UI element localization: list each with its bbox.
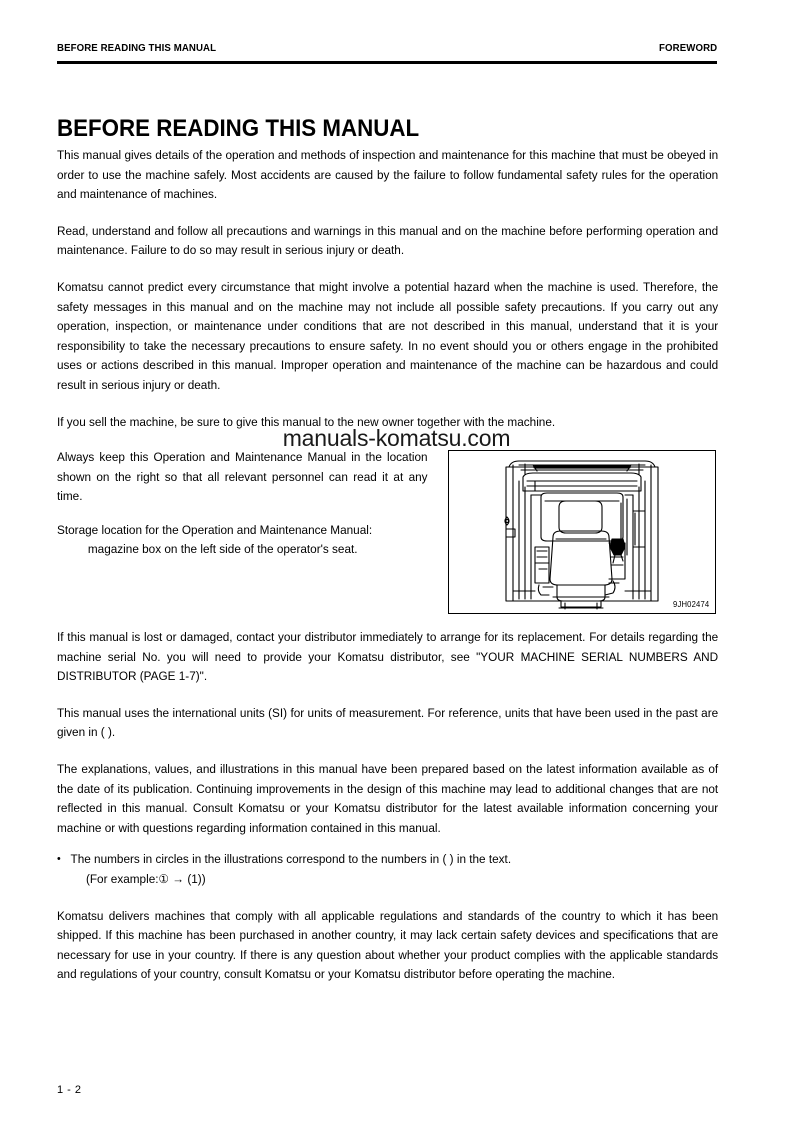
paragraph-lost-or-damaged: If this manual is lost or damaged, contact your distributor immediately to arrange for its replacement. For details regarding the machine serial No. you will need to provide your Komatsu distributor, see "YOUR MACHINE SERIAL NUMBERS AND DISTRIBUTOR (PAGE 1-7)". <box>57 630 719 684</box>
header-chapter-title: FOREWORD <box>658 42 717 54</box>
body-text-column <box>57 146 719 449</box>
page-running-header <box>57 42 717 54</box>
body-text-column-lower <box>57 628 719 1002</box>
page-number-footer: 1 - 2 <box>57 1084 82 1096</box>
header-divider-rule <box>57 61 717 64</box>
list-item-label: The numbers in circles in the illustrations correspond to the numbers in ( ) in the text. <box>70 852 512 867</box>
paragraph-komatsu-cannot-predict: Komatsu cannot predict every circumstance that might involve a potential hazard when the machine is used. Therefore, the safety messages in this manual and on the machine may not include all possible safety precautions. If you carry out any operation, inspection, or maintenance under conditions that are not described in this manual, understand that it is your responsibility to take the necessary precautions to ensure safety. In no event should you or others engage in the prohibited uses or actions described in this manual. Improper operation and maintenance of the machine can be hazardous and could result in serious injury or death. <box>57 279 719 392</box>
figure-operator-cab-interior <box>448 450 716 614</box>
paragraph-sell-machine: If you sell the machine, be sure to give this manual to the new owner together with the machine. <box>57 414 556 429</box>
cab-interior-drawing <box>449 451 715 613</box>
header-section-title: BEFORE READING THIS MANUAL <box>57 42 217 54</box>
list-item <box>57 850 696 870</box>
paragraph-si-units: This manual uses the international units (SI) for units of measurement. For reference, units that have been used in the past are given in ( ). <box>57 705 719 740</box>
list-item-example: (For example:① → (1)) <box>85 871 206 886</box>
bullet-list <box>57 850 719 889</box>
paragraph-storage-location-value: magazine box on the left side of the operator's seat. <box>87 542 358 556</box>
paragraph-read-understand: Read, understand and follow all precautions and warnings in this manual and on the machine before performing operation and maintenance. Failure to do so may result in serious injury or death. <box>57 223 719 258</box>
paragraph-regulations-compliance: Komatsu delivers machines that comply with all applicable regulations and standards of the country to which it has been shipped. If this machine has been purchased in another country, it may lack certain safety devices and specifications that are necessary for use in your country. If there is any question about whether your product complies with the applicable standards and regulations of your country, consult Komatsu or your Komatsu distributor before operating the machine. <box>57 908 719 982</box>
paragraph-explanations-values: The explanations, values, and illustrations in this manual have been prepared based on the latest information available as of the date of its publication. Continuing improvements in the design of this machine may lead to additional changes that are not reflected in this manual. Consult Komatsu or your Komatsu distributor for the latest available information concerning your machine or with questions regarding information contained in this manual. <box>57 761 719 835</box>
paragraph-always-keep-manual: Always keep this Operation and Maintenance Manual in the location shown on the right so that all relevant personnel can read it at any time. <box>57 450 428 504</box>
watermark-text: manuals-komatsu.com <box>282 425 511 451</box>
paragraph-intro: This manual gives details of the operation and methods of inspection and maintenance for this machine that must be obeyed in order to use the machine safely. Most accidents are caused by the failure to follow fundamental safety rules for the operation and maintenance of machines. <box>57 148 719 202</box>
page-title: BEFORE READING THIS MANUAL <box>57 115 420 143</box>
bullet-dot-icon: • <box>57 853 61 866</box>
paragraph-storage-location-label: Storage location for the Operation and Maintenance Manual: <box>57 523 373 537</box>
figure-id-label: 9JH02474 <box>672 599 709 609</box>
